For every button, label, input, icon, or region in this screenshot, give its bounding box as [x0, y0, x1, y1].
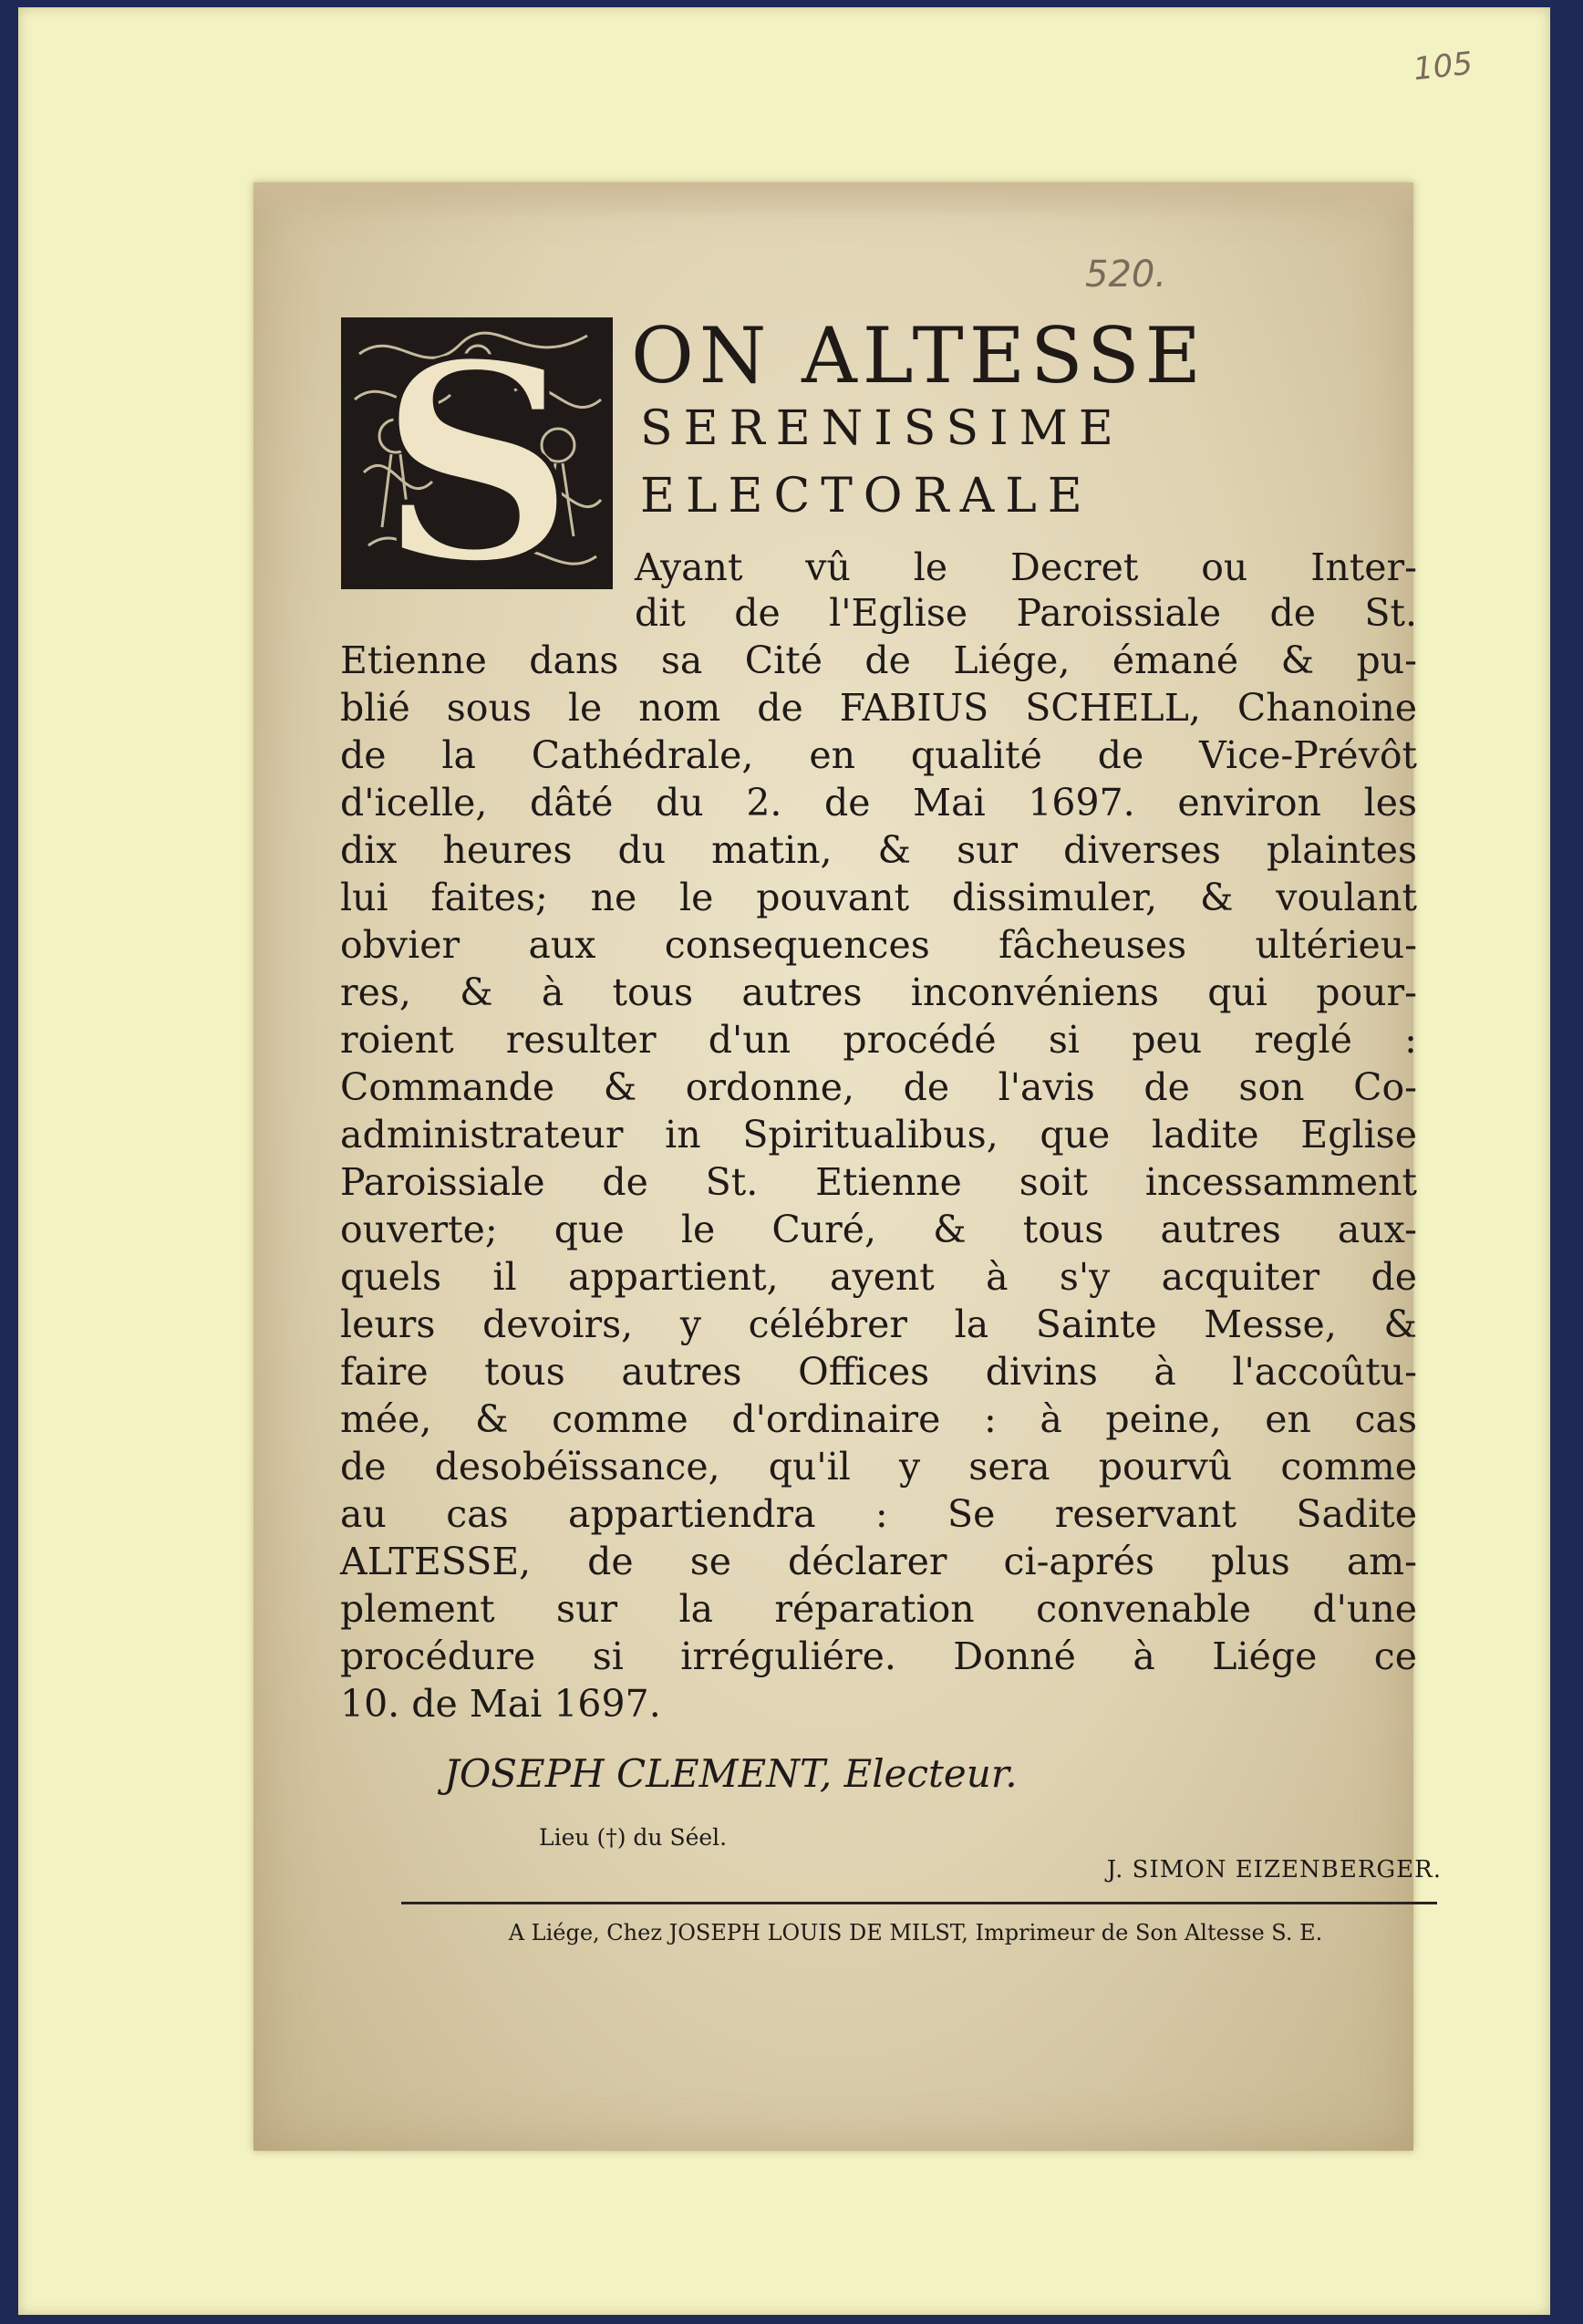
- text-line: roient resulter d'un procédé si peu reglé :: [340, 1018, 1417, 1062]
- text-line: Commande & ordonne, de l'avis de son Co-: [340, 1065, 1417, 1109]
- divider-rule: [401, 1902, 1437, 1904]
- text-line: de la Cathédrale, en qualité de Vice-Prévôt: [340, 733, 1417, 777]
- text-line: ouverte; que le Curé, & tous autres aux-: [340, 1208, 1417, 1251]
- text-line: Paroissiale de St. Etienne soit incessamment: [340, 1160, 1417, 1204]
- text-line: blié sous le nom de FABIUS SCHELL, Chanoine: [340, 686, 1417, 730]
- heading-line-3: ELECTORALE: [640, 469, 1093, 524]
- text-line: administrateur in Spiritualibus, que ladite Eglise: [340, 1113, 1417, 1157]
- text-line: dit de l'Eglise Paroissiale de St.: [635, 591, 1417, 635]
- text-line: au cas appartiendra : Se reservant Sadite: [340, 1492, 1417, 1536]
- signature-elector: JOSEPH CLEMENT, Electeur.: [444, 1751, 1018, 1796]
- text-line: leurs devoirs, y célébrer la Sainte Messe, &: [340, 1302, 1417, 1346]
- text-line: lui faites; ne le pouvant dissimuler, & voulant: [340, 876, 1417, 919]
- archive-number: 105: [1412, 45, 1474, 88]
- text-line: faire tous autres Offices divins à l'accoûtu-: [340, 1350, 1417, 1394]
- sheet-number: 520.: [1085, 254, 1167, 296]
- initial-letter: S: [378, 317, 576, 589]
- text-line: 10. de Mai 1697.: [340, 1682, 661, 1726]
- text-line: procédure si irréguliére. Donné à Liége ce: [340, 1634, 1417, 1678]
- secretary-signature: J. SIMON EIZENBERGER.: [1106, 1856, 1442, 1883]
- heading-line-1: ON ALTESSE: [631, 311, 1206, 400]
- text-line: Ayant vû le Decret ou Inter-: [635, 545, 1417, 589]
- text-line: d'icelle, dâté du 2. de Mai 1697. environ les: [340, 781, 1417, 825]
- heading-line-2: SERENISSIME: [640, 401, 1124, 456]
- text-line: de desobéïssance, qu'il y sera pourvû comme: [340, 1445, 1417, 1489]
- printer-imprint: A Liége, Chez JOSEPH LOUIS DE MILST, Imprimeur de Son Altesse S. E.: [508, 1920, 1323, 1945]
- text-line: Etienne dans sa Cité de Liége, émané & pu-: [340, 638, 1417, 682]
- text-line: plement sur la réparation convenable d'une: [340, 1587, 1417, 1631]
- text-line: res, & à tous autres inconvéniens qui pour-: [340, 970, 1417, 1014]
- text-line: obvier aux consequences fâcheuses ultérieu-: [340, 923, 1417, 967]
- text-line: dix heures du matin, & sur diverses plaintes: [340, 828, 1417, 872]
- seal-note: Lieu (†) du Séel.: [539, 1824, 728, 1851]
- text-line: ALTESSE, de se déclarer ci-aprés plus am-: [340, 1540, 1417, 1583]
- decorated-initial-s-icon: [341, 317, 613, 589]
- printed-ordinance-sheet: [253, 182, 1442, 2151]
- torn-edge: [253, 182, 1413, 219]
- mounting-board: [18, 7, 1550, 2315]
- text-line: mée, & comme d'ordinaire : à peine, en cas: [340, 1397, 1417, 1441]
- text-line: quels il appartient, ayent à s'y acquiter de: [340, 1255, 1417, 1299]
